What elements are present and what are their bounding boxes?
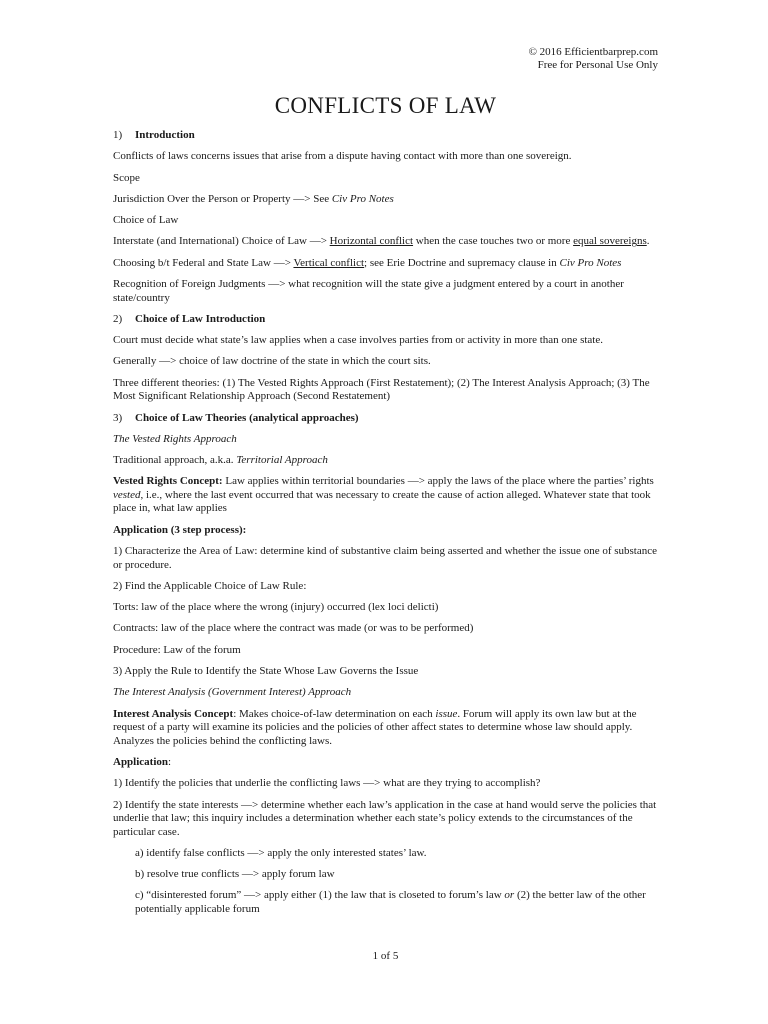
paragraph-choosing: Choosing b/t Federal and State Law —> Vertical conflict; see Erie Doctrine and supremacy clause in Civ Pro Notes: [113, 256, 622, 269]
paragraph-scope: Scope: [113, 171, 140, 184]
section-heading-choice-of-law-theories: 3) Choice of Law Theories (analytical approaches): [113, 411, 359, 424]
section-heading-choice-of-law-introduction: 2) Choice of Law Introduction: [113, 312, 266, 325]
paragraph-interest-analysis-concept: Interest Analysis Concept: Makes choice-of-law determination on each issue. Forum will apply its own law but at the request of a party will examine its policies and the policies of other affect states to determine whose law should apply. Analyzes the policies behind the conflicting laws.: [113, 707, 637, 747]
label-application-3-step: Application (3 step process):: [113, 523, 247, 536]
document-page: [113, 0, 658, 1024]
paragraph-vested-rights-concept: Vested Rights Concept: Law applies within territorial boundaries —> apply the laws of the place where the parties’ rights vested, i.e., where the last event occurred that was necessary to create the cause of action alleged. Whatever state that took place in, what law applies: [113, 475, 654, 515]
paragraph-step-3: 3) Apply the Rule to Identify the State Whose Law Governs the Issue: [113, 665, 419, 678]
section-heading-introduction: 1) Introduction: [113, 129, 195, 141]
paragraph-false-conflicts: a) identify false conflicts —> apply the only interested states’ law.: [135, 846, 427, 859]
page-title: CONFLICTS OF LAW: [274, 93, 497, 118]
paragraph-traditional: Traditional approach, a.k.a. Territorial Approach: [113, 454, 328, 467]
paragraph-choice-of-law: Choice of Law: [113, 214, 179, 227]
paragraph-true-conflicts: b) resolve true conflicts —> apply forum law: [135, 868, 335, 881]
paragraph-recognition: Recognition of Foreign Judgments —> what recognition will the state give a judgment entered by a court in another state/country: [113, 278, 624, 304]
paragraph-procedure: Procedure: Law of the forum: [113, 643, 241, 656]
paragraph-identify-policies: 1) Identify the policies that underlie the conflicting laws —> what are they trying to accomplish?: [113, 777, 541, 790]
paragraph-identify-state-interests: 2) Identify the state interests —> determine whether each law’s application in the case at hand would serve the policies that underlie that law; this inquiry includes a determination whether each state’s policy extends to the circumstances of the particular case.: [113, 798, 657, 838]
paragraph-court-must-decide: Court must decide what state’s law applies when a case involves parties from or activity in more than one state.: [113, 334, 603, 347]
paragraph-contracts: Contracts: law of the place where the contract was made (or was to be performed): [113, 622, 474, 635]
paragraph-step-1: 1) Characterize the Area of Law: determine kind of substantive claim being asserted and whether the issue one of substance or procedure.: [113, 545, 658, 571]
paragraph-jurisdiction: Jurisdiction Over the Person or Property —> See Civ Pro Notes: [113, 192, 394, 205]
label-application: Application:: [113, 755, 172, 768]
header-notice: [529, 46, 658, 72]
subheading-interest-analysis: The Interest Analysis (Government Interest) Approach: [113, 686, 352, 699]
paragraph-interstate: Interstate (and International) Choice of Law —> Horizontal conflict when the case touches two or more equal sovereigns.: [113, 235, 650, 248]
usage-line: Free for Personal Use Only: [537, 59, 658, 71]
paragraph-step-2: 2) Find the Applicable Choice of Law Rule:: [113, 579, 307, 592]
paragraph-disinterested-forum: c) “disinterested forum” —> apply either (1) the law that is closeted to forum’s law or (2) the better law of the other potentially applicable forum: [135, 889, 646, 915]
copyright-line: © 2016 Efficientbarprep.com: [528, 46, 658, 58]
paragraph-three-theories: Three different theories: (1) The Vested Rights Approach (First Restatement); (2) The Interest Analysis Approach; (3) The Most Significant Relationship Approach (Second Restatement): [113, 376, 650, 403]
document-body: [113, 129, 658, 924]
paragraph-torts: Torts: law of the place where the wrong (injury) occurred (lex loci delicti): [113, 601, 439, 614]
paragraph-intro: Conflicts of laws concerns issues that arise from a dispute having contact with more than one sovereign.: [113, 150, 572, 163]
paragraph-generally: Generally —> choice of law doctrine of the state in which the court sits.: [113, 355, 431, 368]
subheading-vested-rights: The Vested Rights Approach: [113, 432, 237, 445]
page-number: 1 of 5: [372, 950, 399, 962]
